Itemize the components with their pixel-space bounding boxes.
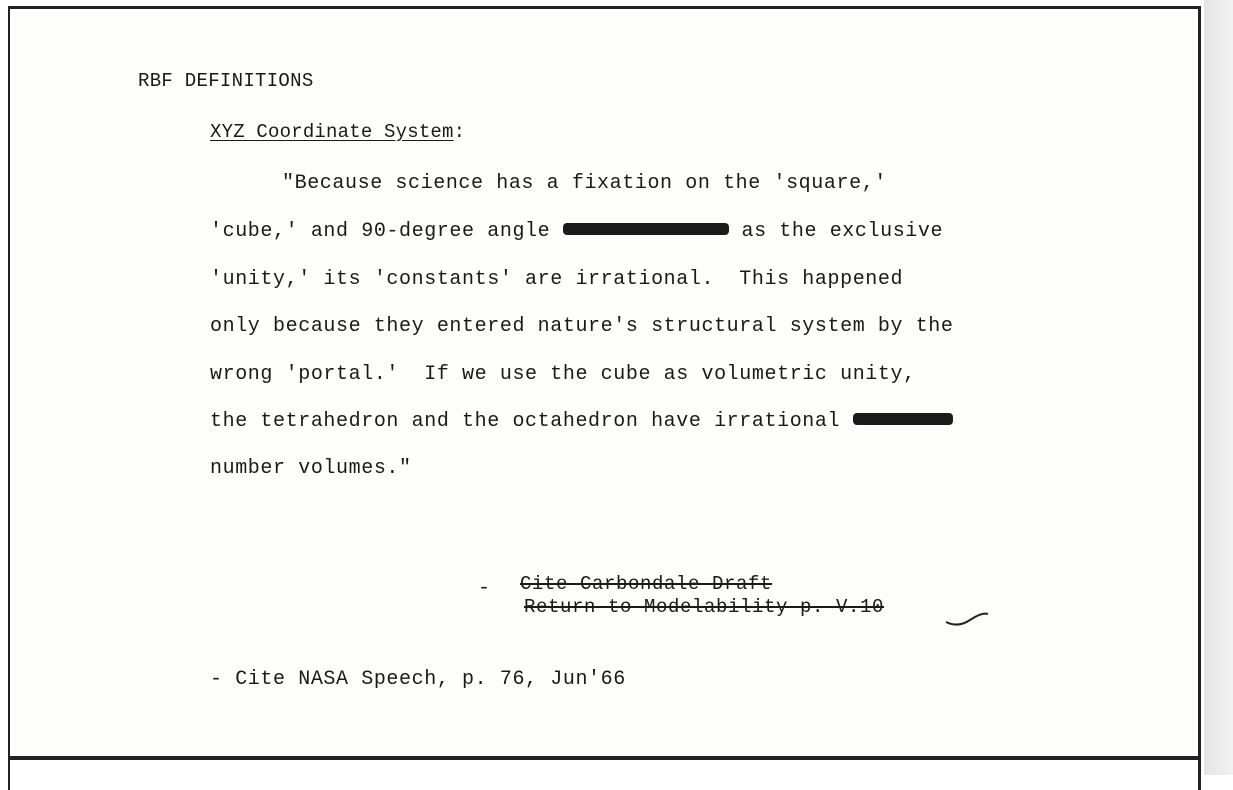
quote-line-6 bbox=[210, 410, 953, 433]
quote-line-2 bbox=[210, 220, 943, 243]
quote-line-2-start: 'cube,' and 90-degree angle bbox=[210, 220, 551, 243]
nasa-citation: - Cite NASA Speech, p. 76, Jun'66 bbox=[210, 668, 626, 691]
section-heading: RBF DEFINITIONS bbox=[138, 70, 314, 92]
quote-line-3: 'unity,' its 'constants' are irrational. This happened bbox=[210, 268, 904, 291]
next-index-card-edge bbox=[8, 758, 1201, 790]
crossed-citation-line-2: Return to Modelability p. V.10 bbox=[524, 596, 885, 618]
page-edge bbox=[1204, 0, 1233, 775]
quote-line-6-text: the tetrahedron and the octahedron have irrational bbox=[210, 410, 841, 433]
citation-dash: - bbox=[478, 577, 491, 600]
quote-line-7: number volumes." bbox=[210, 457, 412, 480]
pen-scrawl-mark bbox=[944, 606, 990, 630]
redaction-mark bbox=[853, 413, 953, 425]
term-title bbox=[210, 121, 465, 143]
redaction-mark bbox=[563, 223, 729, 235]
term-suffix: : bbox=[453, 121, 466, 143]
crossed-citation-line-1: Cite Carbondale Draft bbox=[520, 573, 773, 595]
quote-line-2-end: as the exclusive bbox=[741, 220, 944, 243]
term-label: XYZ Coordinate System bbox=[210, 121, 454, 143]
quote-line-5: wrong 'portal.' If we use the cube as volumetric unity, bbox=[210, 363, 916, 386]
quote-line-1: "Because science has a fixation on the 'square,' bbox=[282, 172, 887, 195]
quote-line-4: only because they entered nature's structural system by the bbox=[210, 315, 954, 338]
